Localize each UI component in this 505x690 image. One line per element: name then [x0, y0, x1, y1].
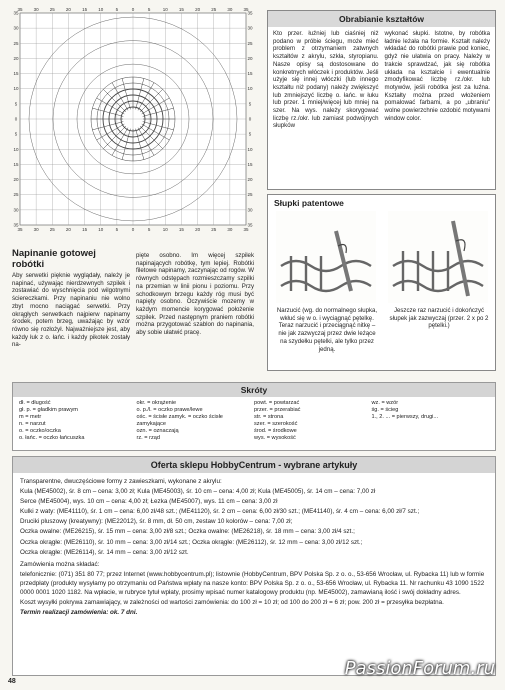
oferta-line: Termin realizacji zamówienia: ok. 7 dni.: [20, 609, 138, 617]
axis-tick-label: 5: [14, 101, 18, 107]
axis-tick-label: 20: [195, 7, 201, 12]
axis-tick-label: 5: [147, 7, 151, 12]
abbr: okr. = okrążenie: [136, 400, 177, 406]
axis-tick-label: 15: [82, 227, 88, 232]
axis-tick-label: 25: [49, 7, 55, 12]
abbr: n. = narzut: [19, 421, 46, 427]
oferta-line: Transparentne, dwuczęściowe formy z zawieszkami, wykonane z akrylu:: [20, 478, 222, 485]
oferta-line: Koszt wysyłki pokrywa zamawiający, w zależności od wartości zamówienia: do 100 zł = 10 zł; od 100 do 200 zł = 6 zł; pow. 200 zł = przesyłka bezpłatna.: [20, 599, 444, 607]
napinanie-col2: pięte osobno. Im więcej szpilek napinających robótkę, tym lepiej. Robótki filetowe napinamy, zaczynając od rogów. W równych odstępach rozmieszczamy szpilki na przemian w linii pionu i poziomu. Przy schodkowym brzegu każdy róg musi być napięty osobno. Oczywiście mozemy w każdym momencie korygować położenie szpilek. Przed następnym praniem robótki można przygotować szablon do napinania, aby sobie ułatwić pracę.: [136, 252, 254, 337]
oferta-line: Zamówienia można składać:: [20, 560, 100, 568]
axis-tick-label: 25: [49, 227, 55, 232]
napinanie-col1: Aby serwetki pięknie wyglądały, należy je napinać, używając nierdzewnych szpilek i zostawiać do wyschnięcia pod wilgotnymi ściereczkami. Przy napinaniu nie wolno zbyt mocno naciągać serwetki. Przy okrągłych serwetkach najpierw napinamy środek, potem brzeg, uważając by wzór równo się rozłożył. Najważniejsze jest, aby każdy łuk z o. łańc. i każdy pikotek zostały na-: [12, 272, 130, 349]
skroty-col1: [19, 400, 137, 442]
slupki-caption-2: Jeszcze raz narzucić i dokończyć słupek jak zazwyczaj (przer. 2 x po 2 pętelki.): [389, 307, 489, 330]
axis-tick-label: 35: [243, 7, 249, 12]
axis-tick-label: 20: [65, 227, 71, 232]
axis-tick-label: 0: [131, 227, 135, 232]
axis-tick-label: 30: [33, 227, 39, 232]
oferta-line: Oczka okrągłe: (ME26114), śr. 14 mm – cena: 3,00 zł/12 szt.: [20, 548, 189, 556]
slupki-box: [267, 194, 496, 371]
axis-tick-label: 35: [247, 10, 253, 16]
axis-tick-label: 10: [98, 227, 104, 232]
napinanie-section: [12, 248, 130, 349]
oferta-line: Druciki pluszowy (kreatywny): (ME22012), śr. 8 mm, dł. 50 cm, zestaw 10 kolorów – cena: 7,00 zł;: [20, 518, 293, 526]
abbr: o. p./l. = oczko prawe/lewe: [136, 407, 203, 413]
abbr: gł. p. = gładkim prawym: [19, 407, 78, 413]
oferta-line: Oczka okrągłe: (ME26110), śr. 10 mm – cena: 3,00 zł/14 szt.; Oczka okrągłe: (ME26112), śr. 12 mm – cena: 3,00 zł/12 szt.;: [20, 538, 363, 546]
axis-tick-label: 15: [82, 7, 88, 12]
axis-tick-label: 35: [17, 227, 23, 232]
abbr: rz. = rząd: [136, 435, 160, 441]
oferta-line: Serce (ME45004), wys. 10 cm – cena: 4,00 zł; Łezka (ME45007), wys. 11 cm – cena: 3,00 zł: [20, 498, 278, 506]
obrabianie-col2: wykonać słupki. Istotne, by robótka ładnie leżała na formie. Kształt należy wkładać do robótki prawie pod koniec, gdyż nie ułatwia on pracy. Należy w trakcie sprawdzać, jak się robótka układa na kształcie i ewentualnie zmodyfikować liczbę rz./okr. lub motywów, jeśli robótka jest za luźna. Kształty można przed włożeniem pomalować farbami, a po „ubraniu" wolne powierzchnie ozdobić motywami window color.: [384, 30, 490, 122]
axis-tick-label: 25: [211, 227, 217, 232]
skroty-col2: [137, 400, 255, 442]
obrabianie-box: [267, 10, 496, 190]
abbr: o. łańc. = oczko łańcuszka: [19, 435, 85, 441]
stitch-illustration-2: [388, 211, 488, 303]
watermark: PassionForum.ru: [344, 658, 495, 679]
axis-tick-label: 10: [98, 7, 104, 12]
axis-tick-label: 10: [247, 146, 253, 152]
abbr: dł. = długość: [19, 400, 51, 406]
axis-tick-label: 35: [17, 7, 23, 12]
abbr: szer. = szerokość: [254, 421, 298, 427]
axis-tick-label: 5: [115, 7, 119, 12]
axis-tick-label: 0: [14, 116, 18, 122]
slupki-caption-1: Narzucić (wg. do normalnego słupka, wkłuć się w o. i wyciągnąć pętelkę. Teraz narzucić i przeciągnąć nitkę – nie jak zazwyczaj przez dwie leżące na szydełku pętelki, ale tylko przez jedną.: [276, 307, 378, 353]
abbr: ośc. = ścisłe zamyk. = oczko ścisłe: [136, 414, 223, 420]
axis-tick-label: 20: [247, 55, 253, 61]
axis-tick-label: 15: [13, 161, 19, 167]
oferta-box: [12, 456, 496, 676]
axis-tick-label: 30: [227, 227, 233, 232]
oferta-line: Oczka owalne: (ME26215), śr. 15 mm – cena: 3,00 zł/8 szt.; Oczka owalne: (ME26218), śr. 18 mm – cena: 3,00 zł/4 szt.;: [20, 528, 355, 536]
axis-tick-label: 15: [13, 71, 19, 77]
abbr: o. = oczko/oczka: [19, 428, 61, 434]
axis-tick-label: 20: [247, 177, 253, 183]
abbr: ozn. = oznaczają: [136, 428, 179, 434]
axis-tick-label: 20: [13, 55, 19, 61]
abbr: przer. = przerabiać: [254, 407, 301, 413]
axis-tick-label: 5: [115, 227, 119, 232]
abbr: środ. = środkowe: [254, 428, 297, 434]
oferta-title: Oferta sklepu HobbyCentrum - wybrane artykuły: [13, 457, 495, 473]
skroty-title: Skróty: [13, 383, 495, 397]
obrabianie-title: Obrabianie kształtów: [268, 11, 495, 27]
abbr: powt. = powtarzać: [254, 400, 300, 406]
slupki-title: Słupki patentowe: [274, 198, 344, 208]
axis-tick-label: 35: [243, 227, 249, 232]
axis-tick-label: 35: [13, 10, 19, 16]
axis-tick-label: 35: [247, 222, 253, 228]
axis-tick-label: 25: [13, 192, 19, 198]
abbr: 1., 2. ... = pierwszy, drugi...: [371, 414, 439, 420]
axis-tick-label: 30: [33, 7, 39, 12]
axis-tick-label: 10: [13, 86, 19, 92]
axis-tick-label: 25: [13, 40, 19, 46]
abbr: śg. = ścieg: [371, 407, 399, 413]
axis-tick-label: 20: [195, 227, 201, 232]
abbr: str. = strona: [254, 414, 284, 420]
axis-tick-label: 5: [248, 101, 252, 107]
axis-tick-label: 5: [248, 131, 252, 137]
axis-tick-label: 5: [14, 131, 18, 137]
axis-tick-label: 5: [147, 227, 151, 232]
axis-tick-label: 10: [162, 7, 168, 12]
page-number: 48: [8, 678, 16, 685]
stitch-illustration-1: [276, 211, 376, 303]
axis-tick-label: 15: [247, 161, 253, 167]
abbr: wys. = wysokość: [254, 435, 296, 441]
abbr: wz. = wzór: [371, 400, 399, 406]
axis-tick-label: 25: [247, 40, 253, 46]
oferta-line: telefonicznie: (071) 351 80 77; przez Internet (www.hobbycentrum.pl); listownie (HobbyCentrum, BPV Polska Sp. z o. o., 53-656 Wrocław, ul. Rybacka 11) lub w formie przedpłaty (produkty wysyłamy po otrzymaniu od Państwa wpłaty na nasze konto: BPV Polska Sp. z o. o., 53-656 Wrocław, ul. Rybacka 11. Nr rachunku 43 1090 1522 0000 0001 1020 1182. Na wpłacie, w rubryce tytuł wpłaty, prosimy wpisać numer katalogowy produktu (np. ME45002), zamawianą ilość i swój dokładny adres.: [20, 570, 485, 597]
axis-tick-label: 0: [131, 7, 135, 12]
skroty-col3: [254, 400, 372, 442]
obrabianie-col1: Kto przer. łuźniej lub ciaśniej niż podano w próbie ściegu, może mieć problem z otrzymaniem zatwnych kształtów z akrylu, szkła, styropianu. Nasze opisy są dostosowane do konkretnych włóczek i produktów. Jeśli użyje się innej włóczki (lub innego kształtu niż podany) należy zwiększyć lub zmniejszyć liczbę o. łańc. w łuku lub przer. 1 mniej/więcej lub mniej na szer. Na wys. należy skorygować liczbę rz./okr. lub zamiast podwójnych słupków: [273, 30, 379, 130]
axis-tick-label: 30: [247, 207, 253, 213]
abbr: m = metr: [19, 414, 42, 420]
oferta-line: Kula (ME45002), śr. 8 cm – cena: 3,00 zł; Kula (ME45003), śr. 10 cm – cena: 4,00 zł; Kula (ME45005), śr. 14 cm – cena: 7,00 zł: [20, 488, 376, 496]
axis-tick-label: 15: [178, 227, 184, 232]
axis-tick-label: 10: [247, 86, 253, 92]
axis-tick-label: 25: [247, 192, 253, 198]
axis-tick-label: 15: [247, 71, 253, 77]
axis-tick-label: 10: [13, 146, 19, 152]
napinanie-title: Napinanie gotowej robótki: [12, 248, 96, 270]
axis-tick-label: 0: [248, 116, 252, 122]
axis-tick-label: 10: [162, 227, 168, 232]
axis-tick-label: 15: [178, 7, 184, 12]
axis-tick-label: 25: [211, 7, 217, 12]
skroty-box: [12, 382, 496, 451]
axis-tick-label: 30: [13, 207, 19, 213]
skroty-col4: [372, 400, 490, 442]
axis-tick-label: 30: [247, 25, 253, 31]
axis-tick-label: 30: [13, 25, 19, 31]
axis-tick-label: 30: [227, 7, 233, 12]
axis-tick-label: 35: [13, 222, 19, 228]
abbr: zamykające: [136, 421, 167, 427]
axis-tick-label: 20: [13, 177, 19, 183]
axis-tick-label: 20: [65, 7, 71, 12]
oferta-line: Kulki z waty: (ME41110), śr. 1 cm – cena: 6,00 zł/48 szt.; (ME41120), śr. 2 cm – cena: 6,00 zł/30 szt.; (ME41140), śr. 4 cm – cena: 6,00 zł/7 szt.;: [20, 508, 420, 516]
crochet-chart: [12, 5, 254, 233]
